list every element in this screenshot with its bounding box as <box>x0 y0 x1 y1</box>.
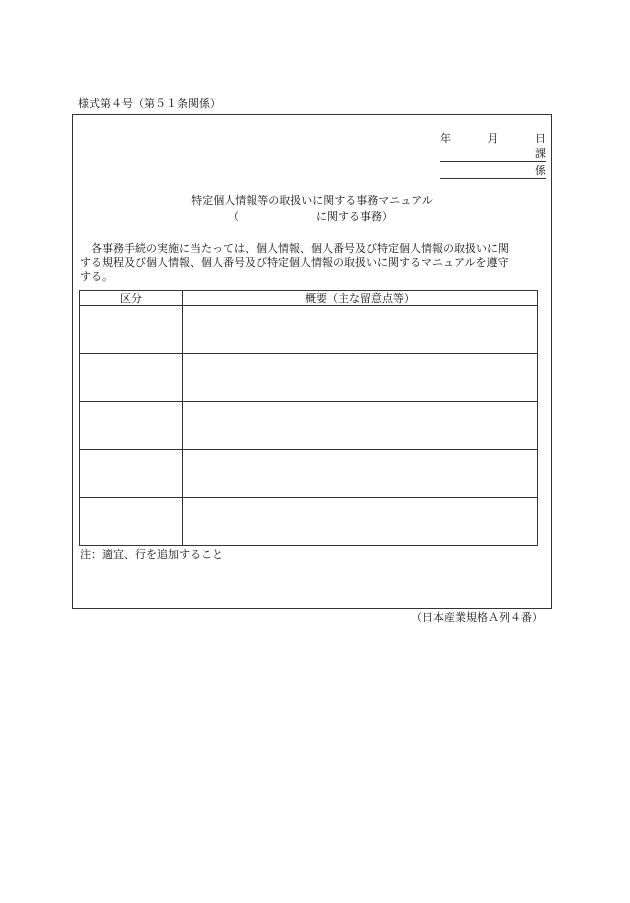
paper-size-note: （日本産業規格Ａ列４番） <box>411 611 543 624</box>
intro-line: 各事務手続の実施に当たっては、個人情報、個人番号及び特定個人情報の取扱いに関 <box>80 242 509 255</box>
subtitle-open-paren: （ <box>228 210 239 223</box>
category-cell[interactable] <box>80 402 183 450</box>
intro-line: する。 <box>80 270 113 283</box>
note-text: 注：適宜、行を追加すること <box>80 548 223 561</box>
table-row <box>80 402 538 450</box>
category-cell[interactable] <box>80 498 183 546</box>
category-cell[interactable] <box>80 306 183 354</box>
section-signature-line <box>440 148 546 162</box>
table-row <box>80 450 538 498</box>
table-row <box>80 354 538 402</box>
year-label: 年 <box>440 132 451 145</box>
column-header-overview: 概要（主な留意点等） <box>183 291 538 306</box>
overview-cell[interactable] <box>183 306 538 354</box>
column-header-category: 区分 <box>80 291 183 306</box>
overview-cell[interactable] <box>183 354 538 402</box>
document-title: 特定個人情報等の取扱いに関する事務マニュアル <box>191 194 433 207</box>
date-row <box>440 133 546 144</box>
category-cell[interactable] <box>80 354 183 402</box>
overview-cell[interactable] <box>183 498 538 546</box>
staff-signature-line <box>440 165 546 179</box>
table-header-row <box>80 291 538 306</box>
form-number: 様式第４号（第５１条関係） <box>78 97 221 110</box>
procedure-table <box>79 290 538 546</box>
staff-suffix: 係 <box>535 164 546 177</box>
overview-cell[interactable] <box>183 402 538 450</box>
overview-cell[interactable] <box>183 450 538 498</box>
section-suffix: 課 <box>535 147 546 160</box>
month-label: 月 <box>487 132 499 145</box>
subtitle-suffix: に関する事務） <box>316 210 393 223</box>
intro-line: する規程及び個人情報、個人番号及び特定個人情報の取扱いに関するマニュアルを遵守 <box>80 256 509 269</box>
day-label: 日 <box>535 132 546 145</box>
table-row <box>80 498 538 546</box>
intro-paragraph <box>80 242 550 284</box>
table-row <box>80 306 538 354</box>
category-cell[interactable] <box>80 450 183 498</box>
